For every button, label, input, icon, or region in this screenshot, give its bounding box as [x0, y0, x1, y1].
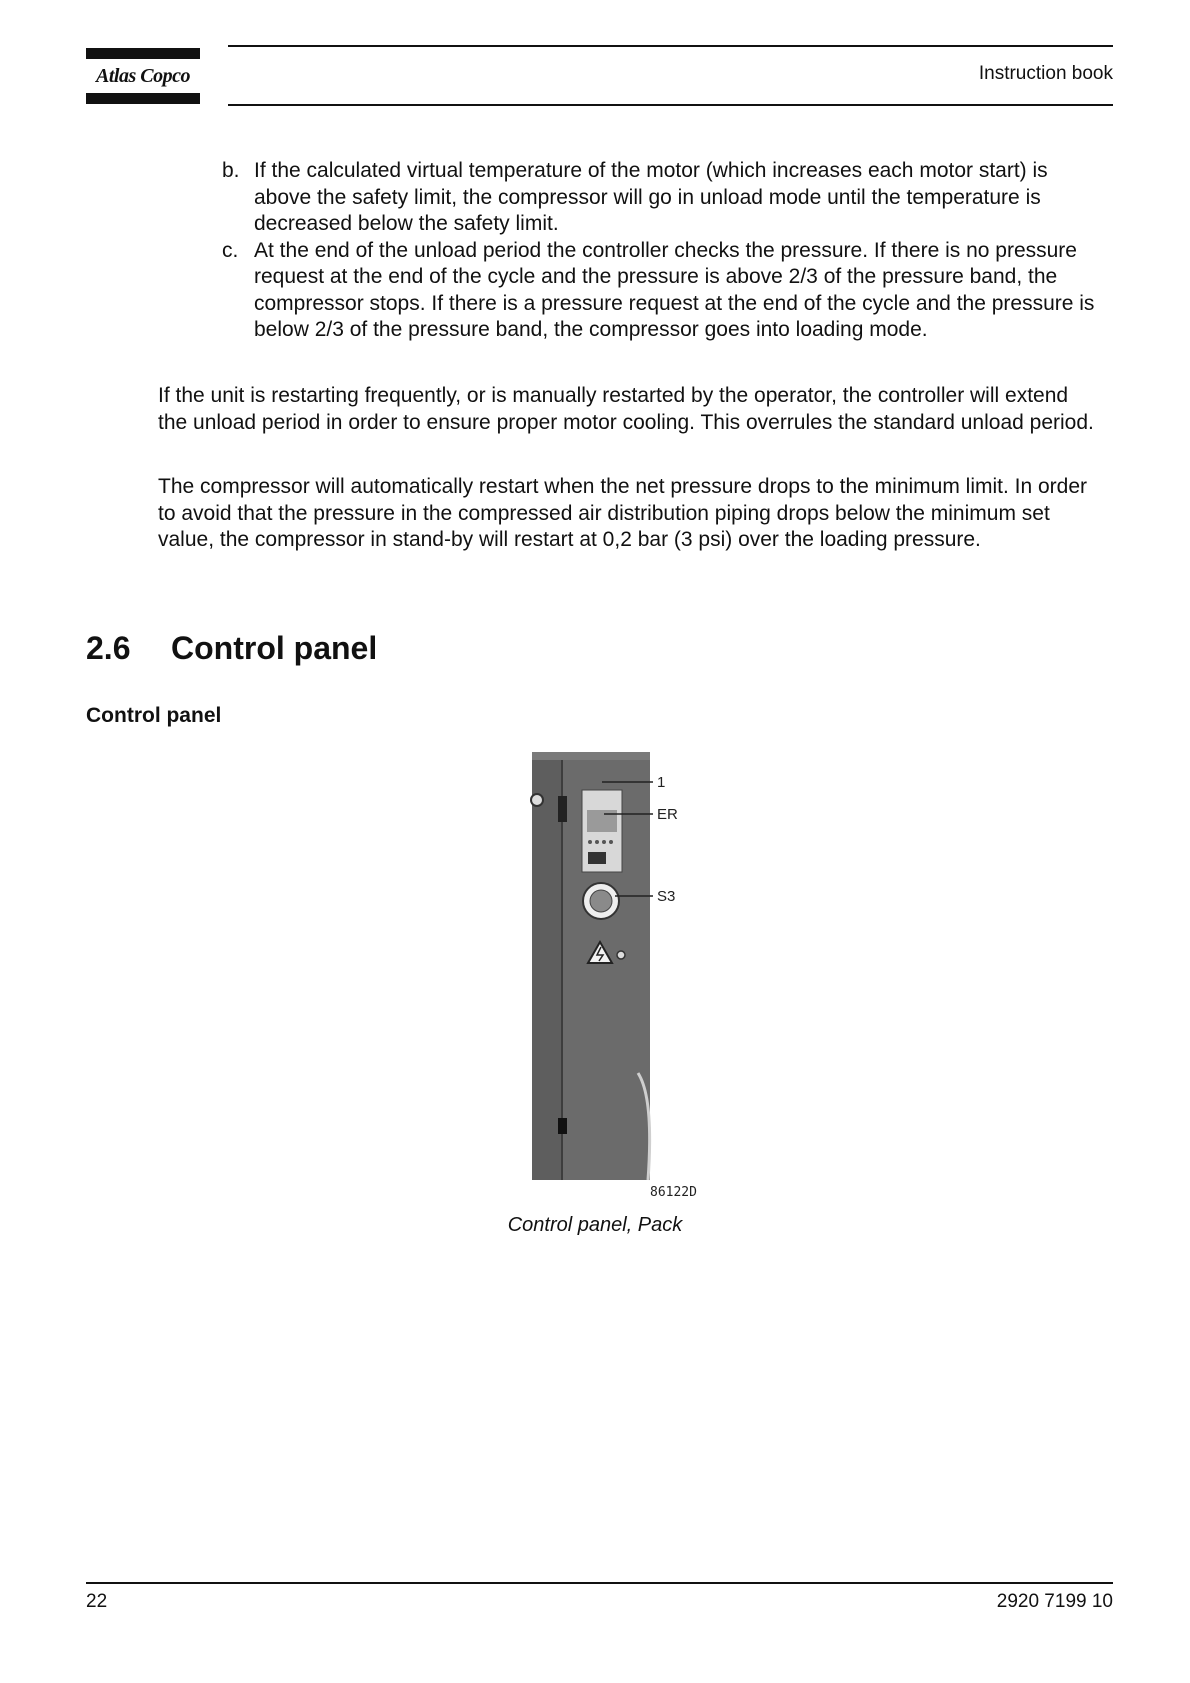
controller-key [595, 840, 599, 844]
page-number: 22 [86, 1591, 108, 1612]
list-item [222, 158, 1102, 238]
label-er: ER [657, 806, 678, 823]
control-panel-figure [520, 748, 720, 1200]
list-marker: b. [222, 159, 240, 182]
controller-key [602, 840, 606, 844]
figure-caption: Control panel, Pack [507, 1214, 683, 1236]
emergency-stop-button [590, 890, 612, 912]
logo-bar-top [86, 48, 200, 59]
list-item-text: If the calculated virtual temperature of the motor (which increases each motor start) is above the safety limit, the compressor will go in unload mode until the temperature is decreased below the safety limit. [254, 159, 1048, 235]
label-s3: S3 [657, 888, 676, 905]
list-marker: c. [222, 238, 239, 262]
atlas-copco-logo [86, 48, 200, 104]
logo-text: Atlas Copco [96, 65, 190, 87]
header-title: Instruction book [978, 63, 1113, 84]
subheading: Control panel [86, 704, 222, 727]
procedure-list [222, 158, 1102, 344]
body-paragraph: The compressor will automatically restart when the net pressure drops to the minimum limit. In order to avoid that the pressure in the compressed air distribution piping drops below the minimum set value, the compressor in stand-by will restart at 0,2 bar (3 psi) over the loading pressure. [158, 475, 1088, 551]
section-title: Control panel [171, 630, 378, 666]
label-1: 1 [657, 774, 666, 791]
logo-bar-bottom [86, 93, 200, 104]
body-paragraph: If the unit is restarting frequently, or is manually restarted by the operator, the controller will extend the unload period in order to ensure proper motor cooling. This overrules the standard unload period. [158, 384, 1094, 434]
footer-rule [86, 1582, 1113, 1584]
controller-key [588, 840, 592, 844]
list-item [222, 238, 1102, 344]
controller-logo [588, 852, 606, 864]
indicator-lamp [617, 951, 625, 959]
upper-latch [558, 796, 567, 822]
document-number: 2920 7199 10 [996, 1591, 1113, 1612]
lower-latch [558, 1118, 567, 1134]
cabinet-top [532, 752, 650, 760]
left-knob [531, 794, 543, 806]
header-rule-bottom [228, 104, 1113, 106]
controller-key [609, 840, 613, 844]
cabinet-side [532, 752, 562, 1180]
figure-code: 86122D [650, 1185, 697, 1200]
section-number: 2.6 [86, 630, 131, 666]
header-rule-top [228, 45, 1113, 47]
list-item-text: At the end of the unload period the controller checks the pressure. If there is no pressure request at the end of the cycle and the pressure is above 2/3 of the pressure band, the compressor stops. If there is a pressure request at the end of the cycle and the pressure is below 2/3 of the pressure band, the compressor goes into loading mode. [254, 238, 1095, 341]
